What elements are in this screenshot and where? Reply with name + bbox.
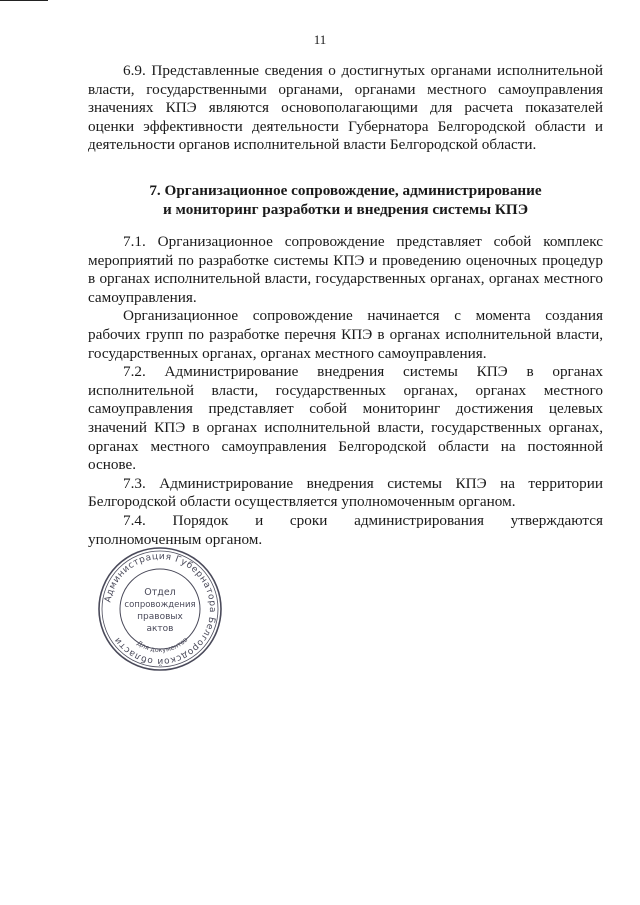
stamp-center-line-1: Отдел: [144, 587, 176, 598]
paragraph-6-9-block: [88, 62, 603, 155]
stamp-ring-text: Администрация Губернатора Белгородской области: [103, 551, 218, 667]
paragraph-7-1: 7.1. Организационное сопровождение представляет собой комплекс мероприятий по разработке системы КПЭ и проведению оценочных процедур в органах исполнительной власти, государственных органах, органах местного самоуправления.: [88, 233, 603, 306]
section-heading-line-2: и мониторинг разработки и внедрения системы КПЭ: [163, 200, 528, 218]
official-stamp: [96, 545, 224, 673]
stamp-center-line-3: правовых: [137, 612, 183, 622]
section-7-body: [88, 233, 603, 549]
paragraph-7-2: 7.2. Администрирование внедрения системы КПЭ в органах исполнительной власти, государственных органах, органах местного самоуправления представляет собой мониторинг достижения целевых значений КПЭ в органах исполнительной власти, государственных органах, органах местного самоуправления Белгородской области на постоянной основе.: [88, 363, 603, 474]
stamp-center-line-2: сопровождения: [124, 600, 196, 610]
paragraph-7-1-continued: Организационное сопровождение начинается с момента создания рабочих групп по разработке перечня КПЭ в органах исполнительной власти, государственных органах, органах местного самоуправления.: [88, 307, 603, 362]
scan-corner-mark: [0, 0, 48, 9]
section-heading: [88, 182, 603, 219]
stamp-inner-arc-text: Для документов: [135, 635, 190, 655]
page-number: 11: [313, 32, 327, 47]
stamp-center-line-4: актов: [146, 624, 174, 634]
paragraph-7-4: 7.4. Порядок и сроки администрирования утверждаются уполномоченным органом.: [88, 511, 603, 548]
stamp-seal-graphic: [96, 545, 224, 673]
paragraph-7-3: 7.3. Администрирование внедрения системы КПЭ на территории Белгородской области осуществляется уполномоченным органом.: [88, 474, 603, 511]
paragraph-6-9: 6.9. Представленные сведения о достигнутых органами исполнительной власти, государственными органами, органами местного самоуправления значениях КПЭ являются основополагающими для расчета показателей оценки эффективности деятельности Губернатора Белгородской области и деятельности органов исполнительной власти Белгородской области.: [88, 62, 603, 154]
section-heading-line-1: 7. Организационное сопровождение, администрирование: [149, 182, 542, 199]
